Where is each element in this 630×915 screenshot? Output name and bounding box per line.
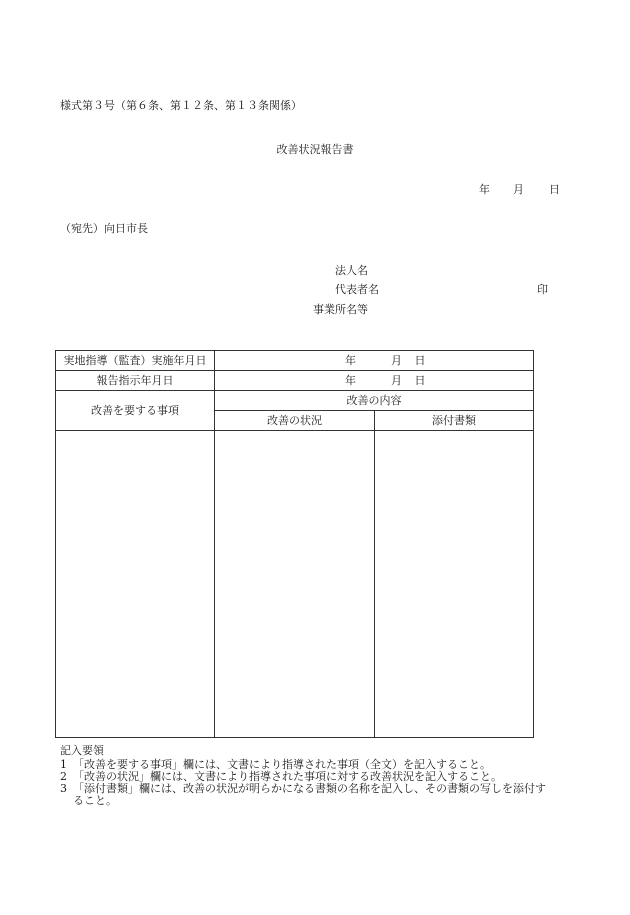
corporation-name-label: 法人名	[335, 264, 368, 277]
report-instr-month-label: 月	[391, 373, 402, 387]
items-to-improve-header: 改善を要する事項	[56, 391, 215, 431]
attachments-header: 添付書類	[375, 411, 534, 431]
items-to-improve-cell[interactable]	[56, 431, 215, 738]
report-year-label: 年	[479, 183, 490, 196]
report-day-label: 日	[549, 183, 560, 196]
inspection-date-row	[56, 351, 534, 371]
instruction-text: 「改善の状況」欄には、文書により指導された事項に対する改善状況を記入すること。	[73, 770, 502, 783]
improvement-report-table	[55, 350, 534, 738]
improvement-status-header: 改善の状況	[215, 411, 375, 431]
improvement-content-header: 改善の内容	[215, 391, 534, 411]
instructions-heading: 記入要領	[60, 744, 104, 757]
improvement-status-cell[interactable]	[215, 431, 375, 738]
report-instr-day-label: 日	[414, 373, 426, 387]
document-title: 改善状況報告書	[276, 143, 354, 156]
form-number: 様式第３号（第６条、第１２条、第１３条関係）	[60, 99, 302, 112]
attachments-cell[interactable]	[375, 431, 534, 738]
entry-row	[56, 431, 534, 738]
report-month-label: 月	[513, 183, 524, 196]
office-name-label: 事業所名等	[313, 303, 368, 316]
instruction-item	[60, 783, 550, 807]
inspection-date-label: 実地指導（監査）実施年月日	[56, 351, 215, 371]
addressee: （宛先）向日市長	[60, 222, 148, 235]
report-instr-year-label: 年	[345, 373, 356, 387]
entry-instructions	[60, 743, 550, 807]
report-date-field[interactable]	[215, 371, 534, 391]
instruction-text: 「添付書類」欄には、改善の状況が明らかになる書類の名称を記入し、その書類の写しを添付すること。	[73, 782, 546, 807]
inspection-date-field[interactable]	[215, 351, 534, 371]
inspection-year-label: 年	[345, 353, 356, 367]
inspection-day-label: 日	[414, 353, 426, 367]
instruction-number: 1	[60, 758, 67, 771]
report-date-row	[56, 371, 534, 391]
seal-mark: 印	[537, 283, 548, 296]
representative-name-label: 代表者名	[335, 283, 379, 296]
report-date-label: 報告指示年月日	[56, 371, 215, 391]
inspection-month-label: 月	[391, 353, 402, 367]
instruction-text: 「改善を要する事項」欄には、文書により指導された事項（全文）を記入すること。	[73, 758, 491, 771]
instruction-number: 2	[60, 770, 67, 783]
header-row	[56, 391, 534, 411]
instruction-number: 3	[60, 782, 67, 795]
